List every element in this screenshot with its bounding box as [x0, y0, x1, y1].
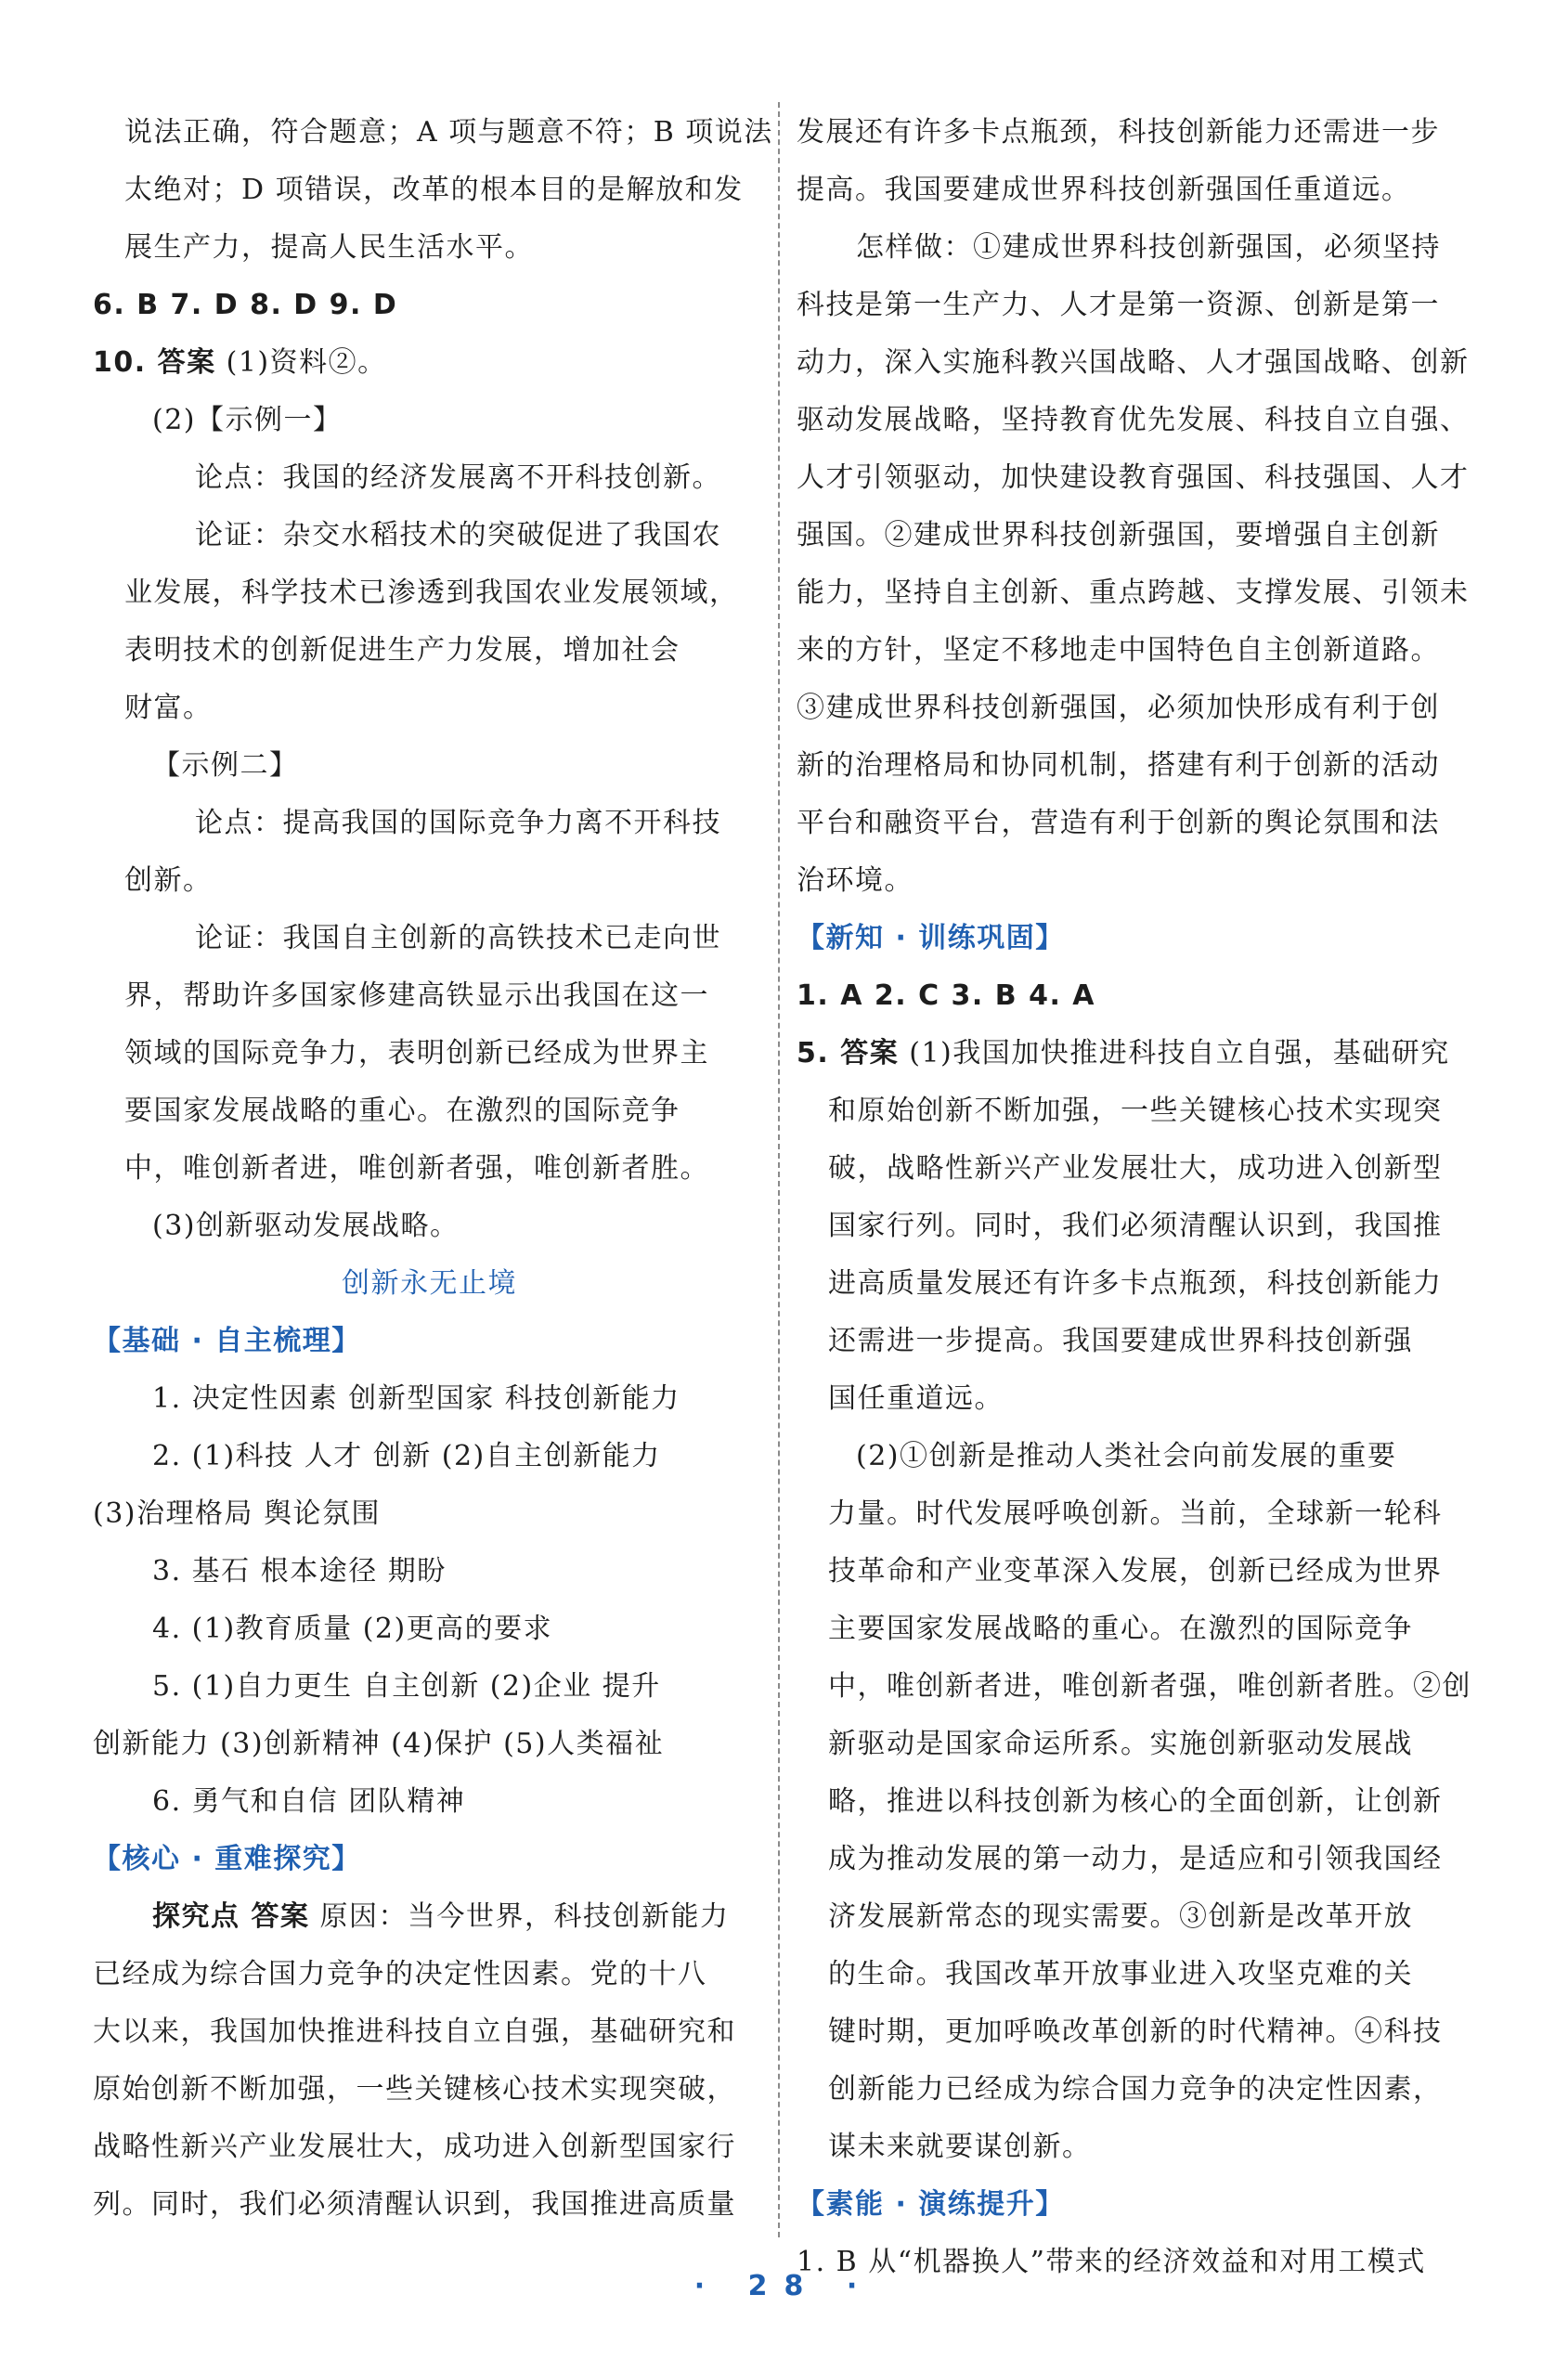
- text-line: 业发展，科学技术已渗透到我国农业发展领域，: [124, 577, 739, 609]
- text-line: 键时期，更加呼唤改革创新的时代精神。④科技: [828, 2016, 1443, 2048]
- text-line: (2)①创新是推动人类社会向前发展的重要: [856, 1440, 1397, 1472]
- text-line: ③建成世界科技创新强国，必须加快形成有利于创: [797, 692, 1440, 724]
- text-line: 进高质量发展还有许多卡点瓶颈，科技创新能力: [828, 1267, 1443, 1300]
- column-divider: [778, 102, 780, 2237]
- text-line: 战略性新兴产业发展壮大，成功进入创新型国家行: [93, 2131, 736, 2163]
- text-line: 已经成为综合国力竞争的决定性因素。党的十八: [93, 1958, 707, 1990]
- text-line: 和原始创新不断加强，一些关键核心技术实现突: [828, 1095, 1443, 1127]
- text-line: 的生命。我国改革开放事业进入攻坚克难的关: [828, 1958, 1413, 1990]
- text-line: 要国家发展战略的重心。在激烈的国际竞争: [124, 1095, 680, 1127]
- text-line: 力量。时代发展呼唤创新。当前，全球新一轮科: [828, 1497, 1443, 1530]
- text-line: 展生产力，提高人民生活水平。: [124, 231, 534, 264]
- text-line: 提高。我国要建成世界科技创新强国任重道远。: [797, 174, 1411, 206]
- text-line: 3. 基石 根本途径 期盼: [152, 1555, 447, 1588]
- answer-text: (1)资料②。: [226, 346, 387, 379]
- text-line: 列。同时，我们必须清醒认识到，我国推进高质量: [93, 2188, 736, 2221]
- answer-text: (1)我国加快推进科技自立自强，基础研究: [899, 1037, 1450, 1069]
- answer-line: [93, 334, 766, 392]
- text-line: 创新。: [124, 864, 213, 897]
- text-line: 新驱动是国家命运所系。实施创新驱动发展战: [828, 1728, 1413, 1760]
- text-line: 太绝对；D 项错误，改革的根本目的是解放和发: [124, 174, 744, 206]
- text-line: 创新能力已经成为综合国力竞争的决定性因素，: [828, 2073, 1443, 2106]
- text-line: 论证：我国自主创新的高铁技术已走向世: [195, 922, 721, 954]
- section-header: 【核心 · 重难探究】: [93, 1843, 361, 1875]
- left-column: [93, 104, 773, 2234]
- text-line: 论点：提高我国的国际竞争力离不开科技: [195, 807, 721, 839]
- text-line: 1. B 从“机器换人”带来的经济效益和对用工模式: [797, 2246, 1426, 2278]
- text-line: (3)治理格局 舆论氛围: [93, 1497, 382, 1530]
- text-line: 人才引领驱动，加快建设教育强国、科技强国、人才: [797, 461, 1470, 494]
- section-header: 【素能 · 演练提升】: [797, 2188, 1065, 2221]
- text-line: 技革命和产业变革深入发展，创新已经成为世界: [828, 1555, 1443, 1588]
- text-line: 中，唯创新者进，唯创新者强，唯创新者胜。②创: [828, 1670, 1471, 1703]
- text-line: 国家行列。同时，我们必须清醒认识到，我国推: [828, 1210, 1443, 1242]
- answer-line: 6. B 7. D 8. D 9. D: [93, 289, 398, 321]
- section-title: 创新永无止境: [342, 1267, 517, 1300]
- text-line: 创新能力 (3)创新精神 (4)保护 (5)人类福祉: [93, 1728, 665, 1760]
- text-line: 表明技术的创新促进生产力发展，增加社会: [124, 634, 680, 667]
- text-line: 谋未来就要谋创新。: [828, 2131, 1092, 2163]
- section-header: 【基础 · 自主梳理】: [93, 1325, 361, 1357]
- text-line: 2. (1)科技 人才 创新 (2)自主创新能力: [152, 1440, 661, 1472]
- text-line: 还需进一步提高。我国要建成世界科技创新强: [828, 1325, 1413, 1357]
- text-line: 领域的国际竞争力，表明创新已经成为世界主: [124, 1037, 709, 1069]
- answer-line: 1. A 2. C 3. B 4. A: [797, 979, 1096, 1012]
- text-line: 驱动发展战略，坚持教育优先发展、科技自立自强、: [797, 404, 1470, 436]
- text-line: [93, 1888, 766, 1946]
- text-line: 4. (1)教育质量 (2)更高的要求: [152, 1613, 553, 1645]
- text-line: 原始创新不断加强，一些关键核心技术实现突破，: [93, 2073, 736, 2106]
- text-line: 界，帮助许多国家修建高铁显示出我国在这一: [124, 979, 709, 1012]
- text-line: 国任重道远。: [828, 1382, 1004, 1415]
- text-line: 能力，坚持自主创新、重点跨越、支撑发展、引领未: [797, 577, 1470, 609]
- text-line: 治环境。: [797, 864, 914, 897]
- text-line: 论证：杂交水稻技术的突破促进了我国农: [195, 519, 721, 551]
- section-header: 【新知 · 训练巩固】: [797, 922, 1065, 954]
- text-line: 大以来，我国加快推进科技自立自强，基础研究和: [93, 2016, 736, 2048]
- right-column: [797, 104, 1479, 2291]
- text-line: 财富。: [124, 692, 213, 724]
- text-line: 发展还有许多卡点瓶颈，科技创新能力还需进一步: [797, 116, 1440, 149]
- text-line: 科技是第一生产力、人才是第一资源、创新是第一: [797, 289, 1440, 321]
- answer-line: [797, 1025, 1479, 1082]
- text-line: 破，战略性新兴产业发展壮大，成功进入创新型: [828, 1152, 1443, 1185]
- text-line: 强国。②建成世界科技创新强国，要增强自主创新: [797, 519, 1440, 551]
- text-line: 略，推进以科技创新为核心的全面创新，让创新: [828, 1785, 1443, 1818]
- text-line: (3)创新驱动发展战略。: [152, 1210, 460, 1242]
- answer-label: 探究点 答案: [152, 1900, 310, 1933]
- text-line: 论点：我国的经济发展离不开科技创新。: [195, 461, 721, 494]
- text-line: 说法正确，符合题意；A 项与题意不符；B 项说法: [124, 116, 773, 149]
- text-line: 主要国家发展战略的重心。在激烈的国际竞争: [828, 1613, 1413, 1645]
- text-line: 1. 决定性因素 创新型国家 科技创新能力: [152, 1382, 680, 1415]
- answer-label: 10. 答案: [93, 346, 216, 379]
- text-line: 5. (1)自力更生 自主创新 (2)企业 提升: [152, 1670, 661, 1703]
- text-line: 中，唯创新者进，唯创新者强，唯创新者胜。: [124, 1152, 709, 1185]
- text-line: 济发展新常态的现实需要。③创新是改革开放: [828, 1900, 1413, 1933]
- text-line: (2)【示例一】: [152, 404, 343, 436]
- page-number: · 28 ·: [693, 2270, 875, 2302]
- text-line: 来的方针，坚定不移地走中国特色自主创新道路。: [797, 634, 1440, 667]
- text-line: 怎样做：①建成世界科技创新强国，必须坚持: [856, 231, 1441, 264]
- text-line: 动力，深入实施科教兴国战略、人才强国战略、创新: [797, 346, 1470, 379]
- answer-text: 原因：当今世界，科技创新能力: [309, 1900, 730, 1933]
- text-line: 成为推动发展的第一动力，是适应和引领我国经: [828, 1843, 1443, 1875]
- answer-label: 5. 答案: [797, 1037, 900, 1069]
- text-line: 【示例二】: [152, 749, 299, 782]
- text-line: 6. 勇气和自信 团队精神: [152, 1785, 466, 1818]
- text-line: 新的治理格局和协同机制，搭建有利于创新的活动: [797, 749, 1440, 782]
- text-line: 平台和融资平台，营造有利于创新的舆论氛围和法: [797, 807, 1440, 839]
